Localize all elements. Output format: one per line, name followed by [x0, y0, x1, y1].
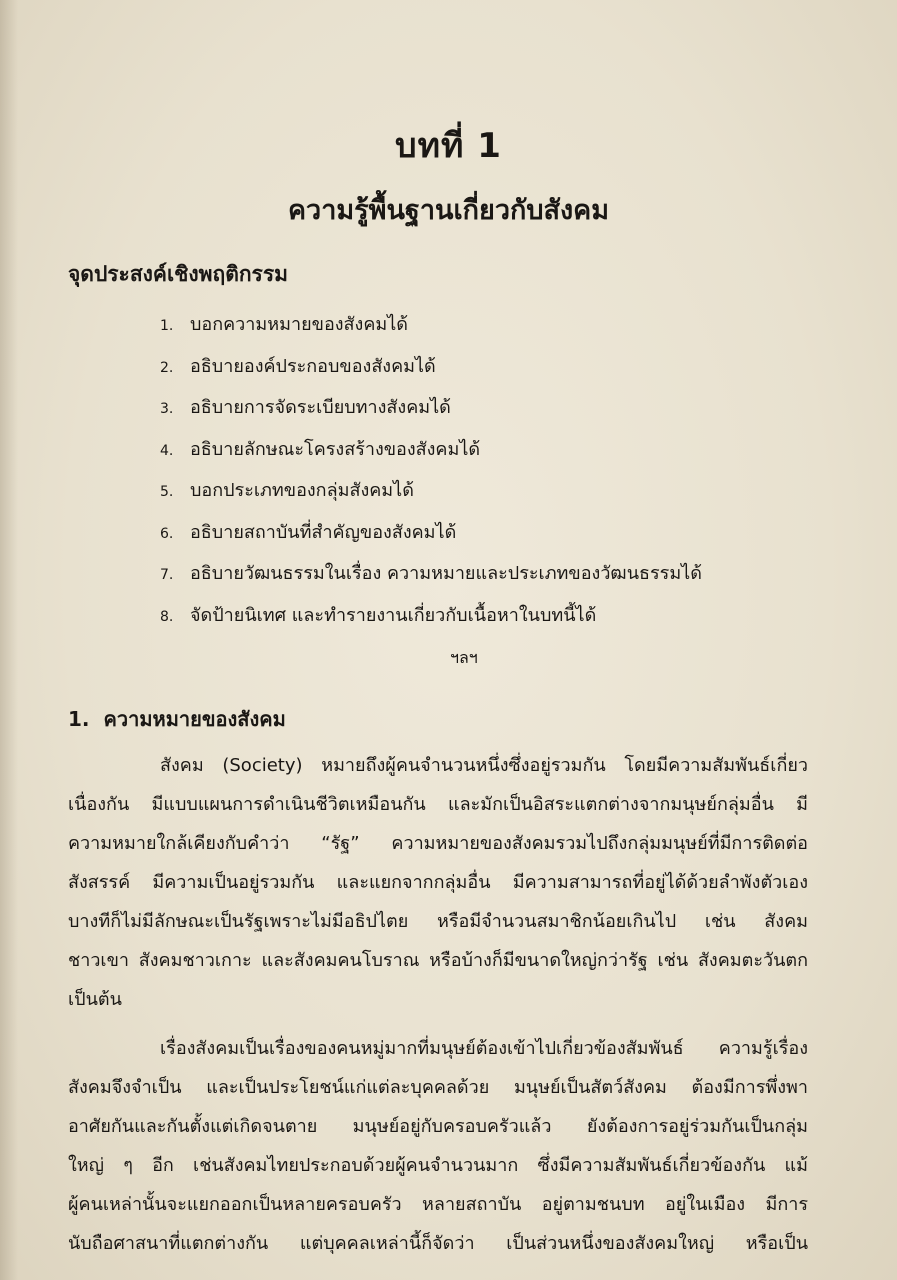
paragraph-line: สังคมจึงจำเป็น และเป็นประโยชน์แก่แต่ละบุคคลด้วย มนุษย์เป็นสัตว์สังคม ต้องมีการพึ่งพา — [68, 1077, 808, 1098]
objective-number: 4. — [160, 442, 174, 459]
objective-number: 8. — [160, 608, 174, 625]
objective-item — [160, 346, 702, 388]
objective-item — [160, 470, 702, 512]
section-number: 1. — [68, 707, 90, 731]
paragraph-line: ผู้คนเหล่านั้นจะแยกออกเป็นหลายครอบครัว หลายสถาบัน อยู่ตามชนบท อยู่ในเมือง มีการ — [68, 1194, 808, 1215]
paragraph-line: เนื่องกัน มีแบบแผนการดำเนินชีวิตเหมือนกัน และมักเป็นอิสระแตกต่างจากมนุษย์กลุ่มอื่น มี — [68, 794, 808, 815]
paragraph-line: นับถือศาสนาที่แตกต่างกัน แต่บุคคลเหล่านี้ก็จัดว่า เป็นส่วนหนึ่งของสังคมใหญ่ หรือเป็น — [68, 1233, 808, 1254]
objective-number: 1. — [160, 318, 174, 334]
objective-text: อธิบายลักษณะโครงสร้างของสังคมได้ — [190, 438, 481, 460]
paragraph-line: บางทีก็ไม่มีลักษณะเป็นรัฐเพราะไม่มีอธิปไตย หรือมีจำนวนสมาชิกน้อยเกินไป เช่น สังคม — [68, 911, 808, 932]
objective-item — [160, 429, 702, 471]
paragraph-line: สังสรรค์ มีความเป็นอยู่รวมกัน และแยกจากกลุ่มอื่น มีความสามารถที่อยู่ได้ด้วยลำพังตัวเอง — [68, 872, 808, 893]
objective-text: บอกประเภทของกลุ่มสังคมได้ — [190, 480, 414, 501]
objective-item — [160, 304, 702, 346]
paragraph-line: อาศัยกันและกันตั้งแต่เกิดจนตาย มนุษย์อยู่กับครอบครัวแล้ว ยังต้องการอยู่ร่วมกันเป็นกลุ่ม — [68, 1116, 808, 1137]
paragraph-line: เรื่องสังคมเป็นเรื่องของคนหมู่มากที่มนุษย์ต้องเข้าไปเกี่ยวข้องสัมพันธ์ ความรู้เรื่อง — [160, 1038, 808, 1059]
objectives-heading: จุดประสงค์เชิงพฤติกรรม — [68, 262, 288, 286]
objective-number: 7. — [160, 567, 174, 583]
section-heading — [68, 703, 286, 735]
objective-text: อธิบายสถาบันที่สำคัญของสังคมได้ — [190, 521, 457, 543]
paragraph-line: ความหมายใกล้เคียงกับคำว่า “รัฐ” ความหมายของสังคมรวมไปถึงกลุ่มมนุษย์ที่มีการติดต่อ — [68, 833, 808, 854]
paragraph-line: เป็นต้น — [68, 989, 122, 1010]
objectives-list — [160, 304, 702, 636]
objective-item — [160, 553, 702, 595]
objective-text: บอกความหมายของสังคมได้ — [190, 314, 408, 335]
objective-item — [160, 595, 702, 637]
objectives-ellipsis: ฯลฯ — [450, 648, 478, 667]
objective-text: อธิบายองค์ประกอบของสังคมได้ — [190, 355, 436, 377]
section-title: ความหมายของสังคม — [103, 707, 286, 731]
objective-text: อธิบายการจัดระเบียบทางสังคมได้ — [190, 397, 451, 418]
objective-text: จัดป้ายนิเทศ และทำรายงานเกี่ยวกับเนื้อหาในบทนี้ได้ — [190, 604, 597, 626]
objective-number: 5. — [160, 484, 174, 500]
objective-number: 6. — [160, 525, 174, 542]
objective-item — [160, 512, 702, 554]
chapter-title: บทที่ 1 — [395, 126, 502, 166]
objective-item — [160, 387, 702, 429]
paragraph-line: ใหญ่ ๆ อีก เช่นสังคมไทยประกอบด้วยผู้คนจำนวนมาก ซึ่งมีความสัมพันธ์เกี่ยวข้องกัน แม้ — [68, 1155, 808, 1176]
objective-number: 3. — [160, 401, 174, 417]
chapter-subtitle: ความรู้พื้นฐานเกี่ยวกับสังคม — [287, 195, 610, 226]
paragraph-line: ชาวเขา สังคมชาวเกาะ และสังคมคนโบราณ หรือบ้างก็มีขนาดใหญ่กว่ารัฐ เช่น สังคมตะวันตก — [68, 950, 808, 971]
objective-text: อธิบายวัฒนธรรมในเรื่อง ความหมายและประเภทของวัฒนธรรมได้ — [190, 563, 702, 584]
paragraph-line: สังคม (Society) หมายถึงผู้คนจำนวนหนึ่งซึ่งอยู่รวมกัน โดยมีความสัมพันธ์เกี่ยว — [160, 755, 808, 776]
objective-number: 2. — [160, 359, 174, 376]
